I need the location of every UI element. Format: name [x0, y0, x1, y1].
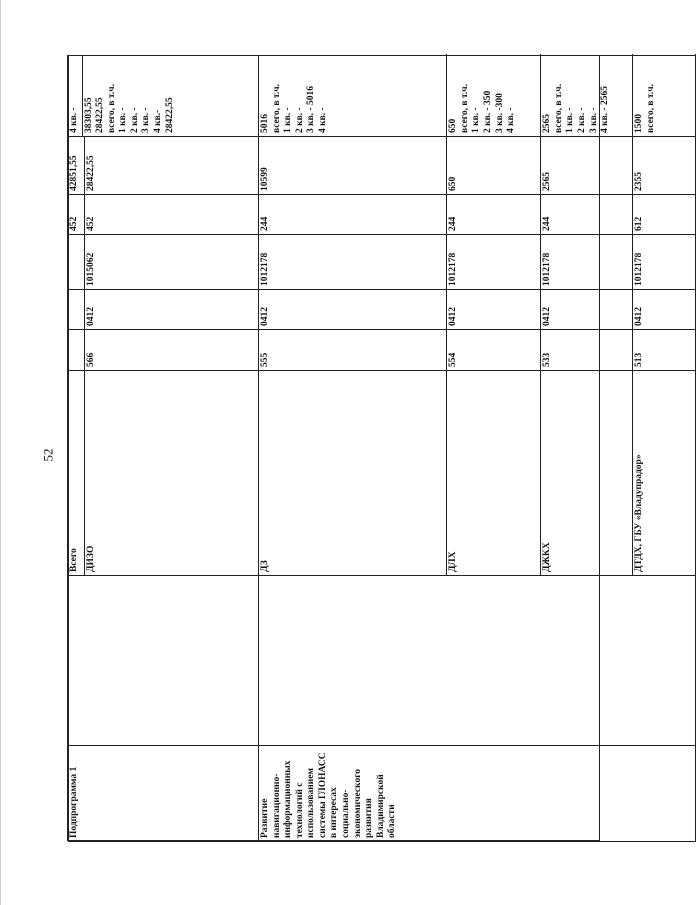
page-number	[40, 443, 56, 467]
q4-label: 4 кв. -	[69, 107, 79, 133]
target-cell	[541, 235, 633, 290]
section-text: 0412	[634, 307, 645, 326]
year1-cell	[633, 55, 696, 136]
code-cell	[541, 330, 633, 371]
amount-cell	[447, 137, 541, 195]
budget-table	[68, 55, 696, 842]
executor-text: ДЖКХ	[542, 542, 553, 572]
target-cell	[259, 235, 447, 290]
amount-cell	[633, 137, 696, 195]
year1-text: 2565 всего, в т.ч. 1 кв. - 2 кв. - 3 кв. - 4 кв. - 2565	[542, 84, 611, 133]
year1-text: 5016 всего, в т.ч. 1 кв. - 2 кв. - 3 кв. - 5016 4 кв. -	[260, 84, 328, 133]
section-text: 0412	[542, 307, 553, 326]
section-cell	[633, 290, 696, 330]
target-text: 1012178	[448, 252, 459, 286]
expense-text: 612	[634, 216, 645, 231]
activity-cell	[259, 746, 696, 842]
year1-text: 650 всего, в т.ч. 1 кв. - 2 кв. - 350 3 кв. -300 4 кв. -	[448, 84, 517, 133]
page-left-edge	[0, 0, 1, 905]
target-cell	[633, 235, 696, 290]
target-header-cell	[69, 235, 85, 290]
q4-cell	[69, 55, 259, 136]
section-header-cell	[69, 290, 85, 330]
code-cell	[447, 330, 541, 371]
expense-text: 244	[448, 216, 459, 231]
target-text: 1015062	[86, 252, 96, 286]
code-text: 555	[260, 352, 270, 367]
amount-header-cell	[69, 137, 85, 195]
program-cell	[69, 746, 259, 842]
expense-text: 244	[260, 216, 270, 231]
amount-cell	[85, 137, 259, 195]
program-label: Подпрограмма 1	[69, 766, 79, 838]
section-cell	[259, 290, 447, 330]
code-text: 513	[634, 352, 645, 367]
section-text: 0412	[260, 307, 270, 326]
table-row-program	[69, 55, 85, 841]
target-text: 1012178	[634, 252, 645, 286]
expense-cell	[85, 195, 259, 235]
target-text: 1012178	[542, 252, 553, 286]
rotated-table-wrapper	[68, 56, 656, 842]
amount-text: 28422,55	[86, 155, 96, 191]
amount-cell	[259, 137, 447, 195]
expense-cell	[541, 195, 633, 235]
expense-text: 244	[542, 216, 553, 231]
amount-text: 10599	[260, 167, 270, 191]
year1-cell	[447, 55, 541, 136]
code-cell	[85, 330, 259, 371]
expense-cell	[633, 195, 696, 235]
expense-text: 452	[86, 216, 96, 231]
executor-text: ДИЗО	[86, 545, 96, 572]
code-header-cell	[69, 330, 85, 371]
executor-cell	[85, 371, 259, 576]
executor-text: ДЛХ	[448, 551, 459, 572]
amount-text: 2355	[634, 172, 645, 191]
activity-header-cell	[69, 576, 259, 746]
executor-cell	[633, 371, 696, 576]
year1-text: 38303,55 28422,55 всего, в т.ч. 1 кв. - 2 кв. - 3 кв. - 4 кв.- 28422,55	[82, 56, 178, 136]
table-row	[259, 55, 447, 841]
code-cell	[259, 330, 447, 371]
executor-cell	[447, 371, 541, 576]
code-text: 566	[86, 352, 96, 367]
amount-text: 650	[448, 176, 459, 191]
code-text: 533	[542, 352, 553, 367]
year1-cell	[541, 55, 633, 136]
expense-header-cell	[69, 195, 85, 235]
program-expense: 452	[69, 216, 79, 231]
code-text: 554	[448, 352, 459, 367]
expense-cell	[259, 195, 447, 235]
activity-text: Развитие навигационно-информационных технологий с использованием системы ГЛОНАСС в интересах социально-экономического развития Владимирской области	[260, 752, 398, 838]
section-cell	[85, 290, 259, 330]
amount-cell	[541, 137, 633, 195]
year1-text: 1500 всего, в т.ч.	[634, 84, 656, 133]
amount-text: 2565	[542, 172, 553, 191]
total-label: Всего	[69, 548, 79, 572]
target-text: 1012178	[260, 252, 270, 286]
expense-cell	[447, 195, 541, 235]
section-text: 0412	[448, 307, 459, 326]
executor-text: ДТДХ, ГБУ «Владупрадор»	[634, 454, 645, 572]
page-number-text: 52	[40, 448, 55, 462]
target-cell	[447, 235, 541, 290]
section-cell	[541, 290, 633, 330]
section-cell	[447, 290, 541, 330]
budget-table-frame	[67, 55, 656, 841]
executor-text: ДЗ	[260, 560, 270, 572]
total-label-cell	[69, 371, 85, 576]
program-amount: 42851,55	[69, 155, 79, 191]
section-text: 0412	[86, 307, 96, 326]
target-cell	[85, 235, 259, 290]
executor-cell	[541, 371, 633, 576]
year1-cell	[259, 55, 447, 136]
activity-blank-cell	[259, 576, 696, 746]
executor-cell	[259, 371, 447, 576]
code-cell	[633, 330, 696, 371]
